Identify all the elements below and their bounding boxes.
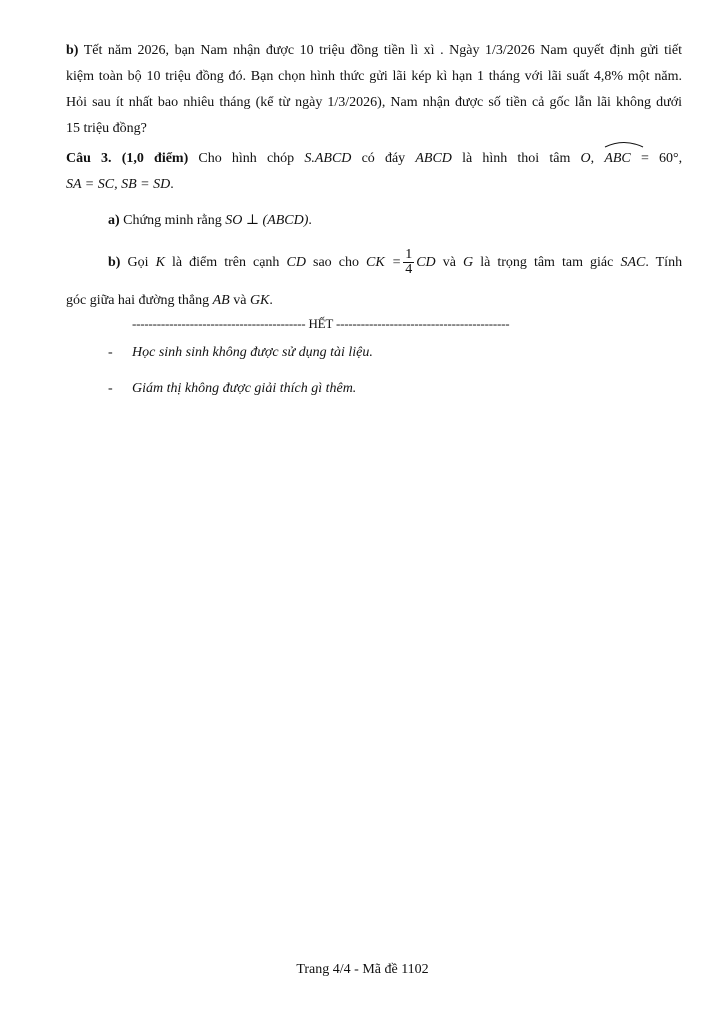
- note-bullet-2: -: [108, 381, 113, 396]
- angle-abc: [604, 146, 630, 172]
- fraction-denominator: 4: [405, 262, 413, 278]
- note-text-2: Giám thị không được giải thích gì thêm.: [132, 381, 357, 396]
- part-b-continued: [66, 288, 682, 314]
- center-name: O: [580, 151, 591, 166]
- angle-name: ABC: [604, 151, 631, 166]
- condition: SA = SC, SB = SD: [66, 177, 171, 192]
- note-text-1: Học sinh sinh không được sử dụng tài liệu.: [132, 345, 373, 360]
- angle-hat-icon: [604, 140, 644, 148]
- q3-sep-2: ,: [678, 151, 683, 166]
- part-b: [108, 243, 682, 283]
- line-gk: GK: [249, 293, 270, 308]
- question-3: [66, 146, 682, 198]
- q3-text-3: là hình thoi tâm: [462, 151, 571, 166]
- segment-cd-2: CD: [416, 255, 436, 270]
- q3-end: .: [170, 177, 174, 192]
- part-b-text-8: và: [233, 293, 247, 308]
- point-g: G: [463, 255, 474, 270]
- part-a-label: a): [108, 213, 120, 228]
- part-a-end: .: [308, 213, 312, 228]
- question-3-line-1: [66, 146, 682, 172]
- part-b-line-1: [108, 243, 682, 283]
- angle-value: = 60°: [640, 151, 679, 166]
- problem-b-line-2: kiệm toàn bộ 10 triệu đồng đó. Bạn chọn hình thức gửi lãi kép kì hạn 1 tháng với lãi suất 4,8% một năm.: [66, 69, 682, 84]
- part-a: [108, 208, 682, 234]
- problem-b-line-1: [66, 38, 682, 64]
- part-b-end: .: [269, 293, 273, 308]
- pyramid-name: S.ABCD: [304, 151, 352, 166]
- part-a-math: SO ⊥ (ABCD): [225, 213, 309, 228]
- part-b-text-2: là điểm trên cạnh: [171, 255, 280, 270]
- note-item-1: [108, 345, 373, 361]
- part-b-text-6: . Tính: [645, 255, 683, 270]
- line-ab: AB: [212, 293, 230, 308]
- part-b-line-2: [66, 288, 682, 314]
- part-a-text: Chứng minh rằng: [123, 213, 222, 228]
- q3-sep-1: ,: [590, 151, 595, 166]
- base-name: ABCD: [415, 151, 452, 166]
- problem-b-label: b): [66, 43, 79, 58]
- part-a-line: [108, 208, 682, 234]
- part-b-text-7: góc giữa hai đường thẳng: [66, 293, 210, 308]
- part-b-text-5: là trọng tâm tam giác: [480, 255, 614, 270]
- segment-ck: CK =: [366, 255, 402, 270]
- note-bullet-1: -: [108, 345, 113, 360]
- problem-b-text-1: Tết năm 2026, bạn Nam nhận được 10 triệu đồng tiền lì xì . Ngày 1/3/2026 Nam quyết định gửi tiết: [83, 43, 682, 58]
- question-3-title: Câu 3. (1,0 điểm): [66, 151, 189, 166]
- q3-text-2: có đáy: [361, 151, 406, 166]
- note-item-2: [108, 381, 356, 397]
- triangle-sac: SAC: [620, 255, 646, 270]
- question-3-line-2: [66, 172, 682, 198]
- q3-text-1: Cho hình chóp: [198, 151, 295, 166]
- fraction-one-quarter: [403, 248, 414, 277]
- problem-b-line-3: Hỏi sau ít nhất bao nhiêu tháng (kể từ ngày 1/3/2026), Nam nhận được số tiền cả gốc lẫn lãi không dưới: [66, 95, 682, 110]
- part-b-text-3: sao cho: [313, 255, 359, 270]
- part-b-text-1: Gọi: [127, 255, 149, 270]
- problem-b-line-4: 15 triệu đồng?: [66, 121, 147, 136]
- fraction-numerator: 1: [405, 247, 413, 263]
- part-b-label: b): [108, 255, 121, 270]
- segment-cd: CD: [286, 255, 306, 270]
- point-k: K: [155, 255, 165, 270]
- problem-b: [66, 38, 682, 142]
- part-b-text-4: và: [442, 255, 456, 270]
- page-footer: Trang 4/4 - Mã đề 1102: [296, 962, 429, 977]
- end-marker: ------------------------------------------ HẾT ------------------------------------------: [132, 316, 510, 331]
